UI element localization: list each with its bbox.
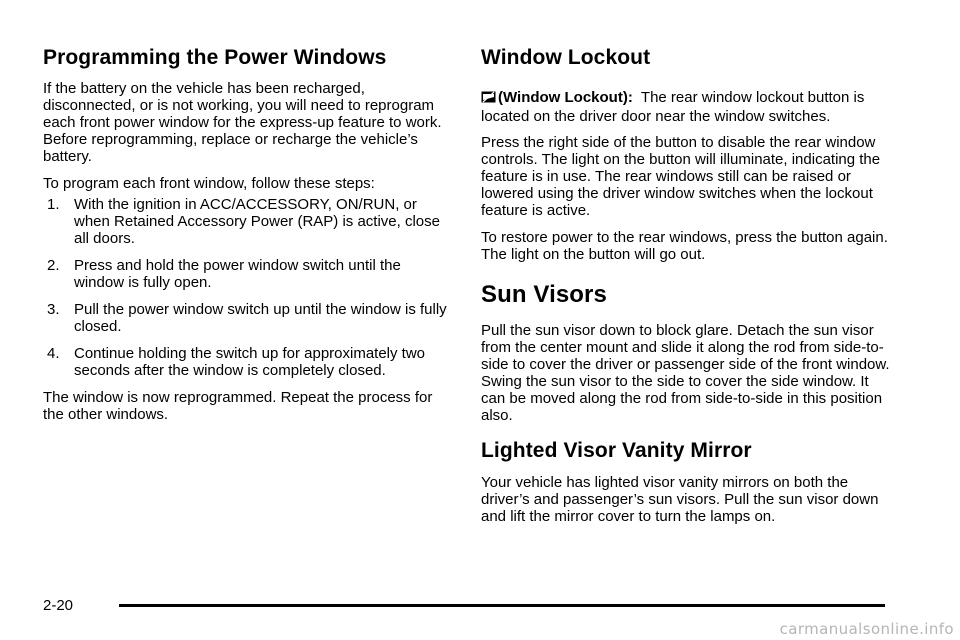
programming-conclusion: The window is now reprogrammed. Repeat the process for the other windows.	[43, 389, 433, 423]
step-number: 4.	[47, 345, 60, 362]
programming-steps-list	[43, 196, 453, 379]
window-lockout-heading: Window Lockout	[481, 46, 651, 69]
sun-visors-text: Pull the sun visor down to block glare. Detach the sun visor from the center mount and slide it along the rod from side-to-side to cover the driver or passenger side of the front window. Swing the sun visor to the side to cover the side window. It can be moved along the rod from side-to-side in this position also.	[481, 322, 890, 424]
sun-visors-heading: Sun Visors	[481, 281, 607, 308]
programming-steps-intro: To program each front window, follow these steps:	[43, 175, 375, 192]
window-lockout-text: The rear window lockout button is located on the driver door near the window switches.	[481, 89, 865, 125]
window-lockout-term: (Window Lockout):	[498, 89, 633, 106]
step-number: 2.	[47, 257, 60, 274]
programming-intro: If the battery on the vehicle has been recharged, disconnected, or is not working, you will need to reprogram each front power window for the express-up feature to work. Before reprogramming, replace or recharge the vehicle’s battery.	[43, 80, 442, 165]
watermark: carmanualsonline.info	[779, 620, 954, 638]
step-text: Pull the power window switch up until the window is fully closed.	[74, 301, 447, 335]
step-text: Continue holding the switch up for approximately two seconds after the window is completely closed.	[74, 345, 426, 379]
window-lockout-icon	[481, 89, 496, 101]
vanity-mirror-text: Your vehicle has lighted visor vanity mirrors on both the driver’s and passenger’s sun visors. Pull the sun visor down and lift the mirror cover to turn the lamps on.	[481, 474, 879, 525]
page-number: 2-20	[43, 597, 74, 614]
list-item	[43, 301, 453, 335]
window-lockout-disable: Press the right side of the button to disable the rear window controls. The light on the button will illuminate, indicating the feature is in use. The rear windows still can be raised or lowered using the driver window switches when the lockout feature is active.	[481, 134, 881, 219]
left-column	[43, 44, 453, 423]
step-number: 3.	[47, 301, 60, 318]
list-item	[43, 257, 453, 291]
right-column	[481, 44, 893, 525]
list-item	[43, 196, 453, 247]
step-number: 1.	[47, 196, 60, 213]
window-lockout-restore: To restore power to the rear windows, press the button again. The light on the button will go out.	[481, 229, 888, 263]
list-item	[43, 345, 453, 379]
step-text: Press and hold the power window switch until the window is fully open.	[74, 257, 401, 291]
window-lockout-description	[481, 88, 893, 126]
step-text: With the ignition in ACC/ACCESSORY, ON/RUN, or when Retained Accessory Power (RAP) is active, close all doors.	[74, 196, 440, 247]
programming-heading: Programming the Power Windows	[43, 46, 387, 69]
vanity-mirror-heading: Lighted Visor Vanity Mirror	[481, 439, 752, 462]
footer-divider	[119, 604, 885, 607]
